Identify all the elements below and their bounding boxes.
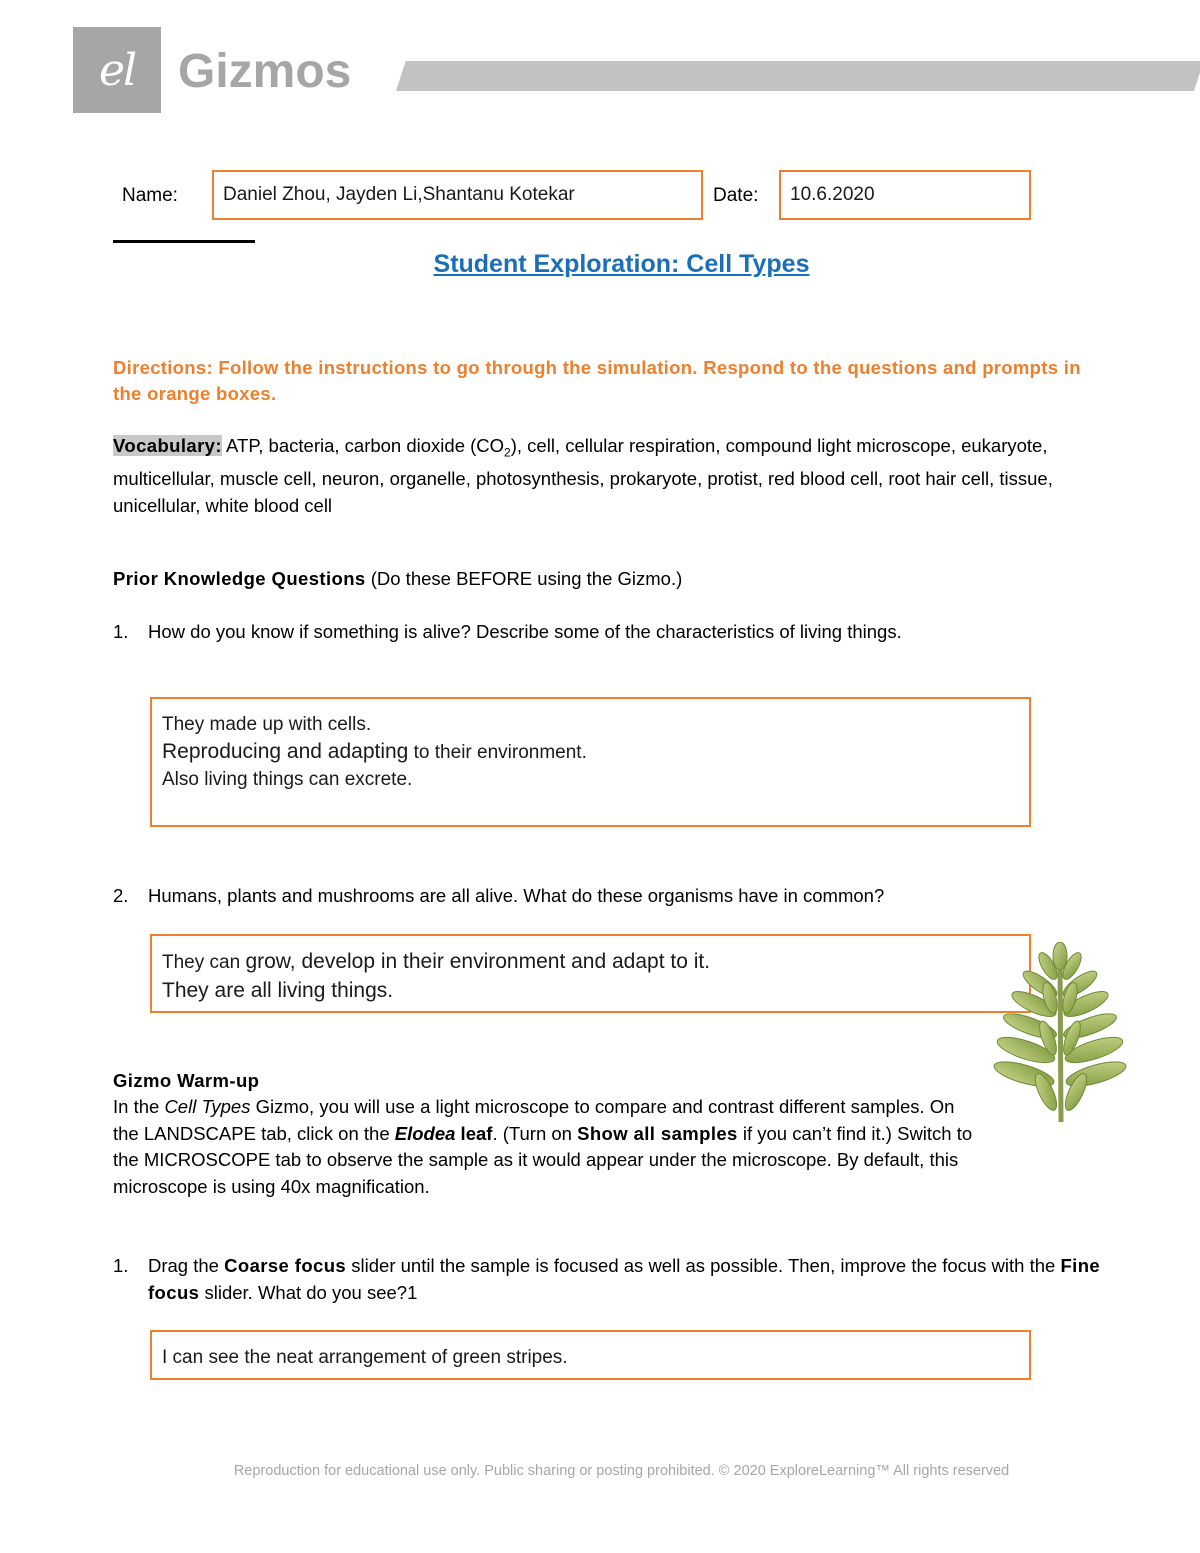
question-2-number: 2. [113, 885, 129, 906]
answer-1-line-1: They made up with cells. [162, 714, 372, 735]
question-2-text: Humans, plants and mushrooms are all alive. What do these organisms have in common? [148, 885, 885, 906]
answer-2-box[interactable] [150, 934, 1031, 1013]
elodea-plant-illustration [990, 942, 1130, 1124]
page-title: Student Exploration: Cell Types [433, 250, 810, 278]
warmup-answer-1-box[interactable] [150, 1330, 1031, 1380]
wq1-e: slider. What do you see?1 [199, 1281, 418, 1303]
prior-knowledge-heading [113, 566, 1123, 593]
question-1-number: 1. [113, 621, 129, 642]
warmup-p4: if you can’t find it.) Switch to the MICROSCOPE tab to observe the sample as it would appear under the microscope. By default, this microscope is using 40x magnification. [113, 1122, 973, 1197]
vocabulary-subscript: 2 [504, 445, 511, 460]
warmup-question-1-text [148, 1253, 1128, 1306]
wq1-a: Drag the [148, 1255, 225, 1276]
answer-1-line-3: Also living things can excrete. [162, 769, 413, 790]
warmup-gizmo-name: Cell Types [164, 1096, 251, 1117]
warmup-p3: . (Turn on [492, 1122, 578, 1144]
directions-text: Directions: Follow the instructions to go through the simulation. Respond to the questions and prompts in the orange boxes. [113, 357, 1081, 404]
warmup-leaf: leaf [455, 1122, 493, 1144]
warmup-p1: In the [113, 1096, 165, 1117]
warmup-question-1-number: 1. [113, 1255, 129, 1276]
answer-2-line-1-rest: grow, develop in their environment and adapt to it. [245, 950, 711, 973]
prior-knowledge-note: (Do these BEFORE using the Gizmo.) [365, 568, 683, 589]
answer-1-line-2-rest: to their environment. [408, 742, 587, 763]
warmup-answer-1-text: I can see the neat arrangement of green stripes. [162, 1347, 568, 1368]
warmup-p2: Gizmo, you will use a light microscope to compare and contrast different samples. On the LANDSCAPE tab, click on the [113, 1096, 955, 1144]
name-label: Name: [122, 185, 178, 206]
warmup-elodea: Elodea [394, 1122, 456, 1144]
name-field[interactable] [212, 170, 703, 220]
footer-copyright: Reproduction for educational use only. Public sharing or posting prohibited. © 2020 ExploreLearning™ All rights reserved [233, 1463, 1010, 1479]
name-value: Daniel Zhou, Jayden Li,Shantanu Kotekar [223, 184, 575, 205]
wq1-coarse-focus: Coarse focus [224, 1255, 347, 1276]
vocabulary-label: Vocabulary: [113, 435, 222, 456]
prior-knowledge-title: Prior Knowledge Questions [113, 568, 366, 589]
header-bar [396, 61, 1200, 91]
warmup-show-all-samples: Show all samples [577, 1122, 738, 1144]
warmup-paragraph [113, 1094, 973, 1200]
wq1-c: slider until the sample is focused as well as possible. Then, improve the focus with the [346, 1255, 1061, 1276]
answer-1-line-2-emph: Reproducing and adapting [162, 740, 409, 763]
date-label: Date: [713, 185, 759, 206]
warmup-title: Gizmo Warm-up [113, 1070, 260, 1091]
date-value: 10.6.2020 [790, 184, 875, 205]
vocabulary-text-b: ), cell, cellular respiration, compound light microscope, eukaryote, multicellular, muscle cell, neuron, organelle, photosynthesis, prokaryote, protist, red blood cell, root hair cell, tissue, unicellular, white blood cell [113, 435, 1053, 516]
vocabulary-text-a: ATP, bacteria, carbon dioxide (CO [221, 435, 505, 456]
date-field[interactable] [779, 170, 1031, 220]
divider-rule [113, 240, 255, 243]
answer-2-line-1 [162, 948, 1029, 977]
gizmos-logo-mark: el [73, 27, 161, 113]
question-1-text: How do you know if something is alive? Describe some of the characteristics of living things. [148, 621, 902, 642]
answer-2-line-2: They are all living things. [162, 979, 394, 1002]
vocabulary-paragraph [113, 433, 1123, 519]
warmup-heading [113, 1068, 1123, 1095]
wq1-fine-focus: Fine focus [148, 1255, 1101, 1303]
answer-1-line-2 [162, 738, 1029, 766]
brand-name: Gizmos [178, 45, 352, 98]
answer-2-line-1-start: They can [162, 952, 246, 973]
answer-1-box[interactable] [150, 697, 1031, 827]
